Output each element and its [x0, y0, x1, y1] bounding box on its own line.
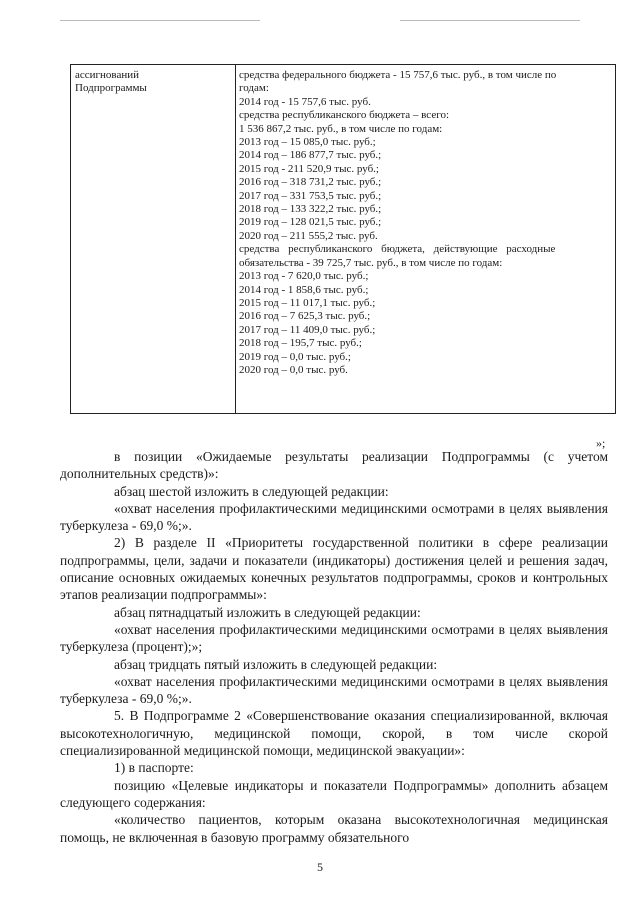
funding-line: 2014 год - 1 858,6 тыс. руб.; — [239, 283, 369, 296]
funding-line: 2017 год – 11 409,0 тыс. руб.; — [239, 323, 376, 336]
funding-line: средства республиканского бюджета, действующие расходные — [239, 243, 556, 256]
funding-line: 2018 год – 133 322,2 тыс. руб.; — [239, 203, 382, 216]
funding-line: 2019 год – 128 021,5 тыс. руб.; — [239, 216, 382, 229]
funding-line: 2019 год – 0,0 тыс. руб.; — [239, 350, 351, 363]
table-left-cell — [75, 69, 231, 96]
funding-line: 1 536 867,2 тыс. руб., в том числе по годам: — [239, 122, 443, 135]
paragraph: 5. В Подпрограмме 2 «Совершенствование оказания специализированной, включая высокотехнологичную, медицинской помощи, скорой, в том числе скорой специализированной медицинской помощи, медицинской эвакуации»: — [60, 708, 608, 759]
funding-line: 2016 год – 318 731,2 тыс. руб.; — [239, 176, 382, 189]
paragraph: «охват населения профилактическими медицинскими осмотрами в целях выявления туберкулеза (процент);»; — [60, 621, 608, 655]
left-cell-line: Подпрограммы — [75, 82, 147, 95]
funding-line: 2016 год – 7 625,3 тыс. руб.; — [239, 310, 371, 323]
closing-quote-mark: »; — [596, 436, 606, 450]
paragraph: «охват населения профилактическими медицинскими осмотрами в целях выявления туберкулеза - 69,0 %;». — [60, 673, 608, 707]
funding-line: 2015 год - 211 520,9 тыс. руб.; — [239, 162, 379, 175]
paragraph: абзац шестой изложить в следующей редакции: — [114, 483, 389, 499]
table-column-divider — [235, 65, 236, 413]
funding-line: 2020 год – 211 555,2 тыс. руб. — [239, 229, 378, 242]
funding-line: годам: — [239, 82, 269, 95]
funding-line: 2014 год – 186 877,7 тыс. руб.; — [239, 149, 382, 162]
funding-line: 2014 год - 15 757,6 тыс. руб. — [239, 95, 371, 108]
paragraph: «охват населения профилактическими медицинскими осмотрами в целях выявления туберкулеза - 69,0 %;». — [60, 500, 608, 534]
paragraph: абзац тридцать пятый изложить в следующей редакции: — [114, 656, 438, 672]
scan-artifact — [60, 20, 260, 21]
funding-line: 2020 год – 0,0 тыс. руб. — [239, 363, 348, 376]
funding-line: 2013 год - 7 620,0 тыс. руб.; — [239, 270, 369, 283]
scan-artifact — [400, 20, 580, 21]
funding-line: 2017 год – 331 753,5 тыс. руб.; — [239, 189, 382, 202]
funding-line: средства республиканского бюджета – всего: — [239, 109, 450, 122]
passport-table — [70, 64, 616, 414]
funding-line: обязательства - 39 725,7 тыс. руб., в том числе по годам: — [239, 256, 503, 269]
funding-line: средства федерального бюджета - 15 757,6 тыс. руб., в том числе по — [239, 69, 557, 81]
funding-line: 2013 год – 15 085,0 тыс. руб.; — [239, 136, 376, 149]
table-right-cell — [239, 69, 613, 377]
document-body — [60, 448, 608, 846]
paragraph: абзац пятнадцатый изложить в следующей редакции: — [114, 604, 421, 620]
paragraph: 1) в паспорте: — [114, 760, 194, 776]
funding-line: 2015 год – 11 017,1 тыс. руб.; — [239, 296, 376, 309]
paragraph: «количество пациентов, которым оказана высокотехнологичная медицинская помощь, не включенная в базовую программу обязательного — [60, 812, 608, 845]
paragraph: позицию «Целевые индикаторы и показатели Подпрограммы» дополнить абзацем следующего содержания: — [60, 777, 608, 810]
left-cell-line: ассигнований — [75, 69, 140, 81]
funding-line: 2018 год – 195,7 тыс. руб.; — [239, 337, 362, 350]
paragraph: 2) В разделе II «Приоритеты государственной политики в сфере реализации подпрограммы, цели, задачи и показатели (индикаторы) достижения целей и решения задач, описание основных ожидаемых конечных результатов подпрограммы, сроков и контрольных этапов реализации подпрограммы»: — [60, 535, 608, 603]
page-number: 5 — [317, 860, 323, 874]
paragraph: в позиции «Ожидаемые результаты реализации Подпрограммы (с учетом дополнительных средств)»: — [60, 449, 608, 482]
